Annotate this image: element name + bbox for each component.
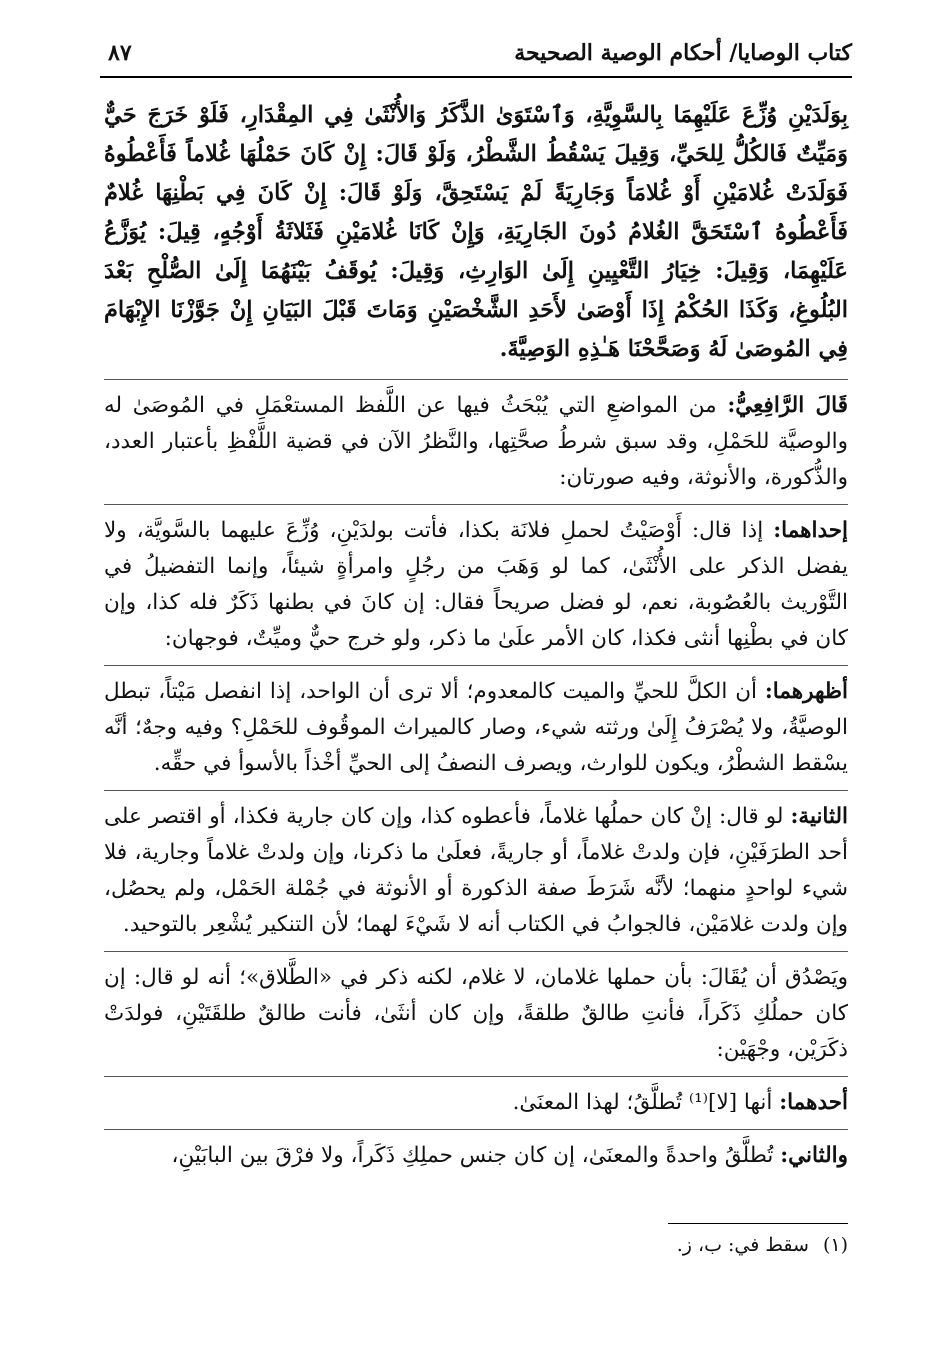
commentary-paragraph bbox=[104, 1130, 848, 1176]
paragraph-text: لو قال: إنْ كان حملُها غلاماً، فأعطوه كذا، وإن كان جارية فكذا، أو اقتصر على أحد الطرَفَيْنِ، فإن ولدتْ غلاماً، أو جاريةً، فعلَىٰ ما ذكرنا، وإن ولدتْ غلاماً وجارية، فلا شيء لواحدٍ منهما؛ لأنَّه شَرَطَ صفة الذكورة أو الأنوثة في جُمْلة الحَمْل، ولم يحصُل، وإن ولدت غلامَيْن، فالجوابُ في الكتاب أنه لا شَيْءَ لهما؛ لأن التنكير يُشْعِر بالتوحيد. bbox=[104, 804, 848, 937]
page-header bbox=[100, 36, 852, 78]
footnote-marker: (١) bbox=[822, 1234, 848, 1256]
commentary-paragraph bbox=[104, 505, 848, 666]
paragraph-text: إذا قال: أَوْصَيْتُ لحملِ فلانَة بكذا، فأتت بولدَيْنِ، وُزِّعَ عليهما بالسَّويَّة، ولا يفضل الذكر على الأُنْثَىٰ، كما لو وَهَبَ من رجُلٍ وامرأةٍ شيئاً، وإنما التفضيلُ في التَّوْريث بالعُصُوبة، نعم، لو فضل صريحاً فقال: إن كانَ في بطنها ذَكَرٌ فله كذا، وإن كان في بطْنِها أنثى فكذا، كان الأمر علَىٰ ما ذكر، ولو خرج حيٌّ وميِّتٌ، فوجهان: bbox=[104, 518, 848, 651]
paragraph-text: تُطلَّقُ واحدةً والمعنَىٰ، إن كان جنس حملِكِ ذَكَراً، ولا فرْقَ بين البابَيْنِ، bbox=[171, 1143, 781, 1168]
paragraph-lead: والثاني: bbox=[780, 1143, 848, 1168]
paragraph-text: من المواضعِ التي يُبْحَثُ فيها عن اللَّفظ المستعْمَلِ في المُوصَىٰ له والوصيَّة للحَمْلِ، وقد سبق شرطُ صحَّتِها، والنَّظرُ الآن في قضية اللَّفْظِ بأعتبار العدد، والذُّكورة، والأنوثة، وفيه صورتان: bbox=[104, 393, 848, 490]
footnote-divider bbox=[668, 1223, 848, 1224]
paragraph-lead: قَالَ الرَّافِعِيُّ: bbox=[727, 393, 848, 418]
paragraph-text: أنها [لا]⁽¹⁾ تُطلَّقُ؛ لهذا المعنَىٰ. bbox=[512, 1090, 780, 1115]
commentary-paragraph bbox=[104, 952, 848, 1077]
matn-text: بِوَلَدَيْنِ وُزِّعَ عَلَيْهِمَا بِالسَّوِيَّةِ، وَٱسْتَوَىٰ الذَّكَرُ وَالأُنْثَىٰ فِي المِقْدَارِ، فَلَوْ خَرَجَ حَيٌّ وَمَيِّتٌ فَالكُلُّ لِلحَيِّ، وَقِيلَ يَسْقُطُ الشَّطْرُ، وَلَوْ قَالَ: إِنْ كَانَ حَمْلُهَا غُلاماً فَأَعْطُوهُ فَوَلَدَتْ غُلامَيْنِ أَوْ غُلامَاً وَجَارِيَةً لَمْ يَسْتَحِقَّ، وَلَوْ قَالَ: إِنْ كَانَ فِي بَطْنِهَا غُلامٌ فَأَعْطُوهُ ٱسْتَحَقَّ الغُلامُ دُونَ الجَارِيَةِ، وَإِنْ كَانَا غُلامَيْنِ فَثَلاثَةُ أَوْجُهٍ، قِيلَ: يُوَزَّعُ عَلَيْهِمَا، وَقِيلَ: خِيَارُ التَّعْيِينِ إِلَىٰ الوَارِثِ، وَقِيلَ: يُوقَفُ بَيْنَهُمَا إِلَىٰ الصُّلْحِ بَعْدَ البُلُوغِ، وَكَذَا الحُكْمُ إِذَا أَوْصَىٰ لأَحَدِ الشَّخْصَيْنِ وَمَاتَ قَبْلَ البَيَانِ إِنْ جَوَّزْنَا الإِبْهَامَ فِي المُوصَىٰ لَهُ وَصَحَّحْنَا هَـٰذِهِ الوَصِيَّةَ. bbox=[104, 96, 848, 380]
page-number: ٨٧ bbox=[108, 40, 132, 66]
paragraph-lead: أظهرهما: bbox=[764, 679, 848, 704]
commentary-paragraph bbox=[104, 1077, 848, 1130]
footnote bbox=[677, 1234, 848, 1256]
paragraph-lead: أحدهما: bbox=[779, 1090, 848, 1115]
paragraph-lead: إحداهما: bbox=[773, 518, 848, 543]
commentary-paragraph bbox=[104, 791, 848, 952]
commentary-paragraph bbox=[104, 666, 848, 791]
paragraph-lead: الثانية: bbox=[790, 804, 848, 829]
running-title: كتاب الوصايا/ أحكام الوصية الصحيحة bbox=[514, 40, 852, 66]
paragraph-text: أن الكلَّ للحيِّ والميت كالمعدوم؛ ألا ترى أن الواحد، إذا انفصل مَيْتاً، تبطل الوصيَّةُ، ولا يُصْرَفُ إِلَىٰ ورثته شيء، وصار كالميراث الموقُوف للحَمْلِ؟ وفيه وجهٌ؛ أنَّه يسْقط الشطْرُ، ويكون للوارث، ويصرف النصفُ إلى الحيِّ أخْذاً بالأسوأ في حقِّه. bbox=[104, 679, 848, 776]
commentary-paragraph bbox=[104, 380, 848, 505]
paragraph-text: ويَصْدُق أن يُقَالَ: بأن حملها غلامان، لا غلام، لكنه ذكر في «الطَّلاق»؛ أنه لو قال: إن كان حملُكِ ذَكَراً، فأنتِ طالقٌ طلقةً، وإن كان أنثَىٰ، فأنت طالقٌ طلقَتَيْنِ، فولدَتْ ذكَرَيْن، وجْهَيْن: bbox=[104, 965, 848, 1062]
footnote-text: سقط في: ب، ز. bbox=[676, 1234, 809, 1256]
page-content bbox=[104, 96, 848, 1176]
